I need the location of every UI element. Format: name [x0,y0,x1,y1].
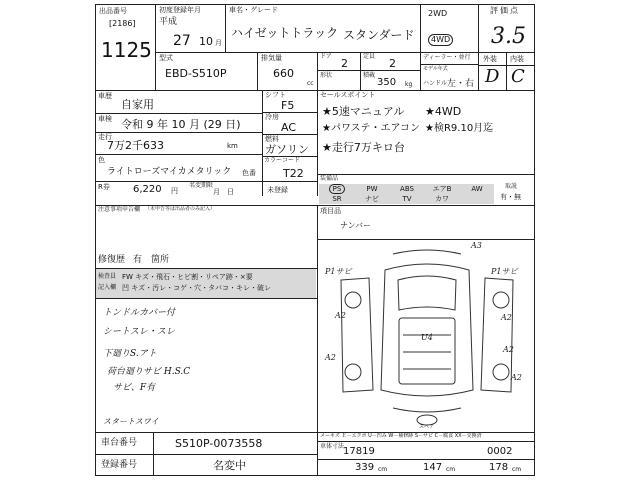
chassis-value: S510P-0073558 [175,437,263,450]
displacement-unit: cc [307,80,314,87]
diagram-mark-a2-right-1: A2 [501,313,512,322]
inspection-value: 令和 9 年 10 月 (29 日) [121,118,241,131]
load-label: 積載 [363,72,376,79]
note-line-4: 荷台廻りサビ H.S.C [107,367,191,377]
equip-ps: PS [320,184,354,194]
equip-abs: ABS [400,185,414,193]
seats-value: 2 [389,57,396,70]
height-unit: cm [512,466,522,473]
length-unit: cm [378,466,388,473]
rating-value: 3.5 [491,24,526,49]
manual-label: 取説 [505,183,518,190]
lot-sub: [2186] [109,19,136,28]
drive-2wd: 2WD [428,9,448,18]
equip-leather: カワ [435,195,449,203]
diagram-mark-a3: A3 [471,241,482,250]
type-value: EBD-S510P [165,67,227,80]
selling-point-1: ★5速マニュアル [322,105,405,118]
first-reg-month: 10 [199,35,213,48]
equip-navi: ナビ [365,195,379,203]
legend-label-1: 検査員 [98,273,117,280]
dims-label: 車体寸法 [320,443,345,450]
notes-header-sub: （未申告等は出品者のみ記入） [145,206,216,212]
title-deadline-unit: 月 日 [213,188,234,196]
equip-tv: TV [402,195,412,203]
model-year-label: モデル年式 [423,66,448,72]
diagram-mark-a2-right-3: A2 [511,373,522,382]
doors-label: ドア [320,53,332,60]
drive-4wd: 4WD [428,34,453,46]
type-label: 型式 [159,54,173,62]
height-value: 178 [489,462,509,473]
note-line-5: サビ、F有 [113,383,156,393]
selling-point-4: ★検R9.10月迄 [425,123,494,134]
fuel-value: ガソリン [265,143,309,156]
width-value: 147 [423,462,443,473]
recycle-value: 6,220 [133,184,162,195]
note-line-2: シートスレ・スレ [103,327,175,337]
color-code-value: T22 [283,167,304,180]
month-unit: 月 [215,39,222,47]
lot-label: 出品番号 [99,7,127,15]
diagram-mark-a2-left-1: A2 [335,311,346,320]
width-unit: cm [446,466,456,473]
grade: スタンダード [343,28,415,42]
doors-value: 2 [341,57,348,70]
items-value: ナンバー [340,221,372,230]
equip-aw: AW [471,185,483,193]
exterior-label: 外装 [483,55,497,63]
inspection-label: 車検 [98,115,112,123]
selling-points-label: セールスポイント [320,91,376,99]
era-label: 平成 [159,17,178,27]
title-deadline-label: 名変期限 [189,182,214,189]
seats-label: 定員 [363,53,376,60]
notes-header-label: 注意事項申告欄 [98,206,141,213]
auction-sheet [95,4,535,476]
ac-label: 冷房 [265,113,279,121]
diagram-mark-u4: U4 [421,333,433,342]
load-value: 350 [377,77,397,88]
mileage-unit: km [227,142,238,150]
mileage-value: 7万2千633 [107,139,164,152]
left-code: 17819 [343,446,375,457]
displacement-label: 排気量 [261,54,282,62]
right-code: 0002 [487,446,513,457]
reg-no-value: 名変中 [213,459,246,472]
selling-point-3: ★パワステ・エアコン [322,123,420,134]
manual-value: 有・無 [500,193,521,201]
equip-pw: PW [366,185,378,193]
note-line-3: 下廻りS.アト [103,349,157,359]
repair-value: 有 [133,255,143,265]
legend-label-2: 記入欄 [98,284,117,291]
no-reg-label: 未登録 [267,186,288,194]
color-code-label: カラーコード [264,157,301,164]
model-name-label: 車名・グレード [229,6,278,14]
note-line-1: トンドルカバー付 [103,308,176,318]
model-name: ハイゼットトラック [231,26,339,40]
recycle-unit: 円 [171,187,178,195]
damage-code-legend: メーキズ Ｅ－エクボ U－凹み W－補修跡 S－サビ C－腐食 XX－交換済 [320,433,482,439]
selling-point-2: ★4WD [425,105,462,118]
rating-label: 評価点 [490,6,520,15]
items-label: 項目品 [320,207,341,215]
color-label: 色 [98,156,105,164]
length-value: 339 [355,462,375,473]
mileage-label: 走行 [98,133,112,141]
usage-value: 自家用 [121,98,154,111]
diagram-mark-p1-right: P1サビ [491,267,518,276]
note-line-6: スタートスワイ [103,417,159,426]
equip-sr: SR [332,195,342,203]
first-reg-label: 初度登録年月 [159,6,201,14]
first-reg-year: 27 [173,33,191,49]
recycle-label: R券 [98,183,110,191]
fuel-label: 燃料 [265,135,279,143]
equipment-label: 装備品 [320,175,339,182]
handle-value: 左・右 [447,79,475,89]
reg-no-label: 登録番号 [101,460,138,470]
color-no-label: 色番 [242,169,256,177]
dealer-label: ディーラー・並行 [423,54,471,61]
chassis-label: 車台番号 [101,438,138,448]
repair-suffix: 箇所 [151,255,170,265]
diagram-mark-a2-left-2: A2 [325,353,336,362]
ac-value: AC [281,121,297,134]
repair-label: 修復歴 [98,255,126,265]
interior-grade: C [511,66,525,87]
color-value: ライトローズマイカメタリック [107,167,232,177]
diagram-mark-p1-left: P1サビ [325,267,352,276]
handle-label: ハンドル [423,80,448,87]
shift-label: シフト [265,91,286,99]
legend-row-1: FW キズ・飛石・ヒビ割・リペア跡・×要 [122,273,253,281]
shape-label: 形状 [320,72,333,79]
load-unit: kg [405,81,413,88]
diagram-spare-label: スペア [419,424,435,430]
damage-diagram [323,240,531,430]
diagram-mark-a2-right-2: A2 [503,345,514,354]
lot-number: 1125 [101,38,152,62]
usage-label: 車歴 [98,92,112,100]
exterior-grade: D [485,66,500,87]
equip-airbag: エアB [432,185,452,193]
selling-point-5: ★走行7万キロ台 [322,141,405,154]
shift-value: F5 [281,99,295,112]
displacement-value: 660 [273,67,294,80]
interior-label: 内装 [510,55,524,63]
legend-row-2: 凹 キズ・汚レ・コゲ・穴・タバコ・キレ・破レ [122,284,271,292]
